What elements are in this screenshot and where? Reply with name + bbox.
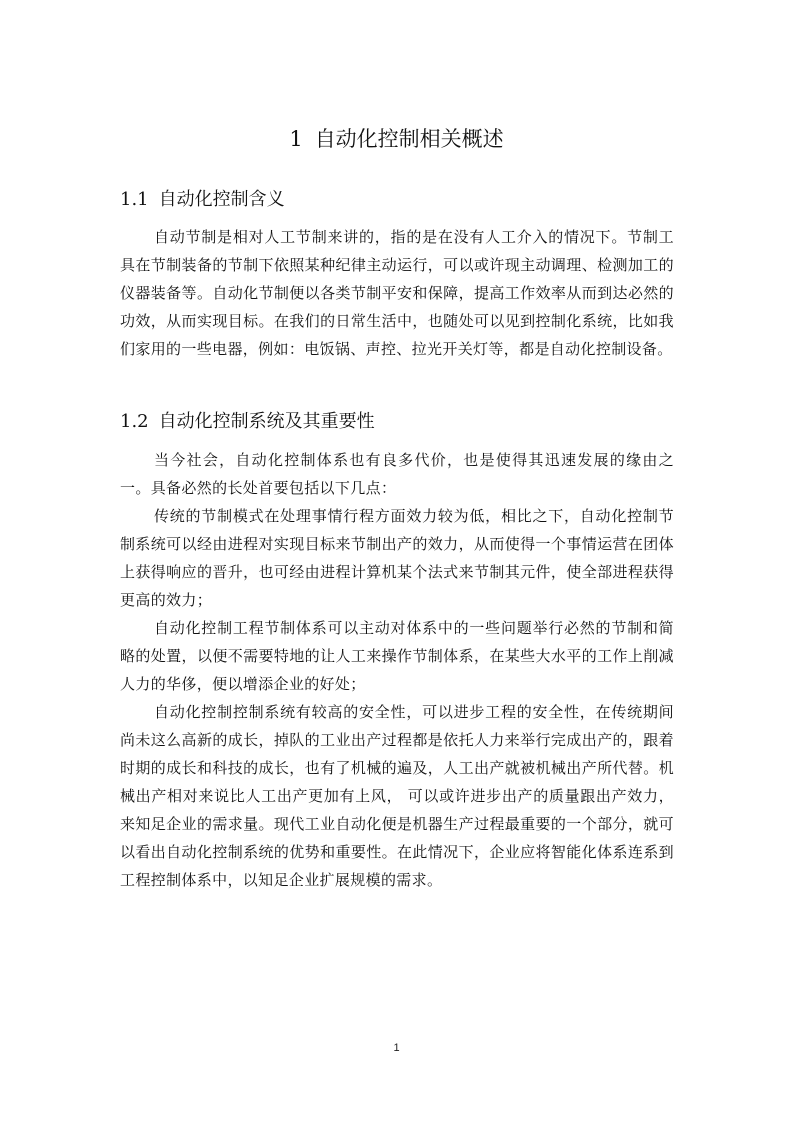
section-heading-1-1 xyxy=(120,187,285,213)
chapter-number: 1 xyxy=(289,127,303,151)
paragraph: 自动节制是相对人工节制来讲的，指的是在没有人工介入的情况下。节制工具在节制装备的节制下依照某种纪律主动运行，可以或许现主动调理、检测加工的仪器装备等。自动化节制便以各类节制平安和保障，提高工作效率从而到达必然的功效，从而实现目标。在我们的日常生活中，也随处可以见到控制化系统，比如我们家用的一些电器，例如：电饭锅、声控、拉光开关灯等，都是自动化控制设备。 xyxy=(120,228,674,358)
page-number: 1 xyxy=(393,1042,400,1054)
chapter-title xyxy=(0,124,793,154)
paragraph: 当今社会，自动化控制体系也有良多代价，也是使得其迅速发展的缘由之一。具备必然的长处首要包括以下几点： xyxy=(120,451,674,497)
paragraph: 自动化控制控制系统有较高的安全性，可以进步工程的安全性，在传统期间尚未这么高新的成长，掉队的工业出产过程都是依托人力来举行完成出产的，跟着时期的成长和科技的成长，也有了机械的遍及，人工出产就被机械出产所代替。机械出产相对来说比人工出产更加有上风， 可以或许进步出产的质量跟出产效力，来知足企业的需求量。现代工业自动化便是机器生产过程最重要的一个部分，就可以看出自动化控制系统的优势和重要性。在此情况下，企业应将智能化体系连系到工程控制体系中，以知足企业扩展规模的需求。 xyxy=(120,703,674,889)
paragraph: 传统的节制模式在处理事情行程方面效力较为低，相比之下，自动化控制节制系统可以经由进程对实现目标来节制出产的效力，从而使得一个事情运营在团体上获得响应的晋升，也可经由进程计算机某个法式来节制其元件，使全部进程获得更高的效力； xyxy=(120,507,674,609)
section-title: 自动化控制含义 xyxy=(158,189,285,210)
section-title: 自动化控制系统及其重要性 xyxy=(158,411,375,432)
chapter-title-text: 自动化控制相关概述 xyxy=(314,127,504,151)
paragraph: 自动化控制工程节制体系可以主动对体系中的一些问题举行必然的节制和简略的处置，以便不需要特地的让人工来操作节制体系，在某些大水平的工作上削减人力的华侈，便以增添企业的好处； xyxy=(120,619,674,693)
section-heading-1-2 xyxy=(120,409,375,435)
section-number: 1.2 xyxy=(120,411,149,432)
section-body-1-1 xyxy=(120,223,674,363)
section-body-1-2 xyxy=(120,446,674,894)
section-number: 1.1 xyxy=(120,189,149,210)
